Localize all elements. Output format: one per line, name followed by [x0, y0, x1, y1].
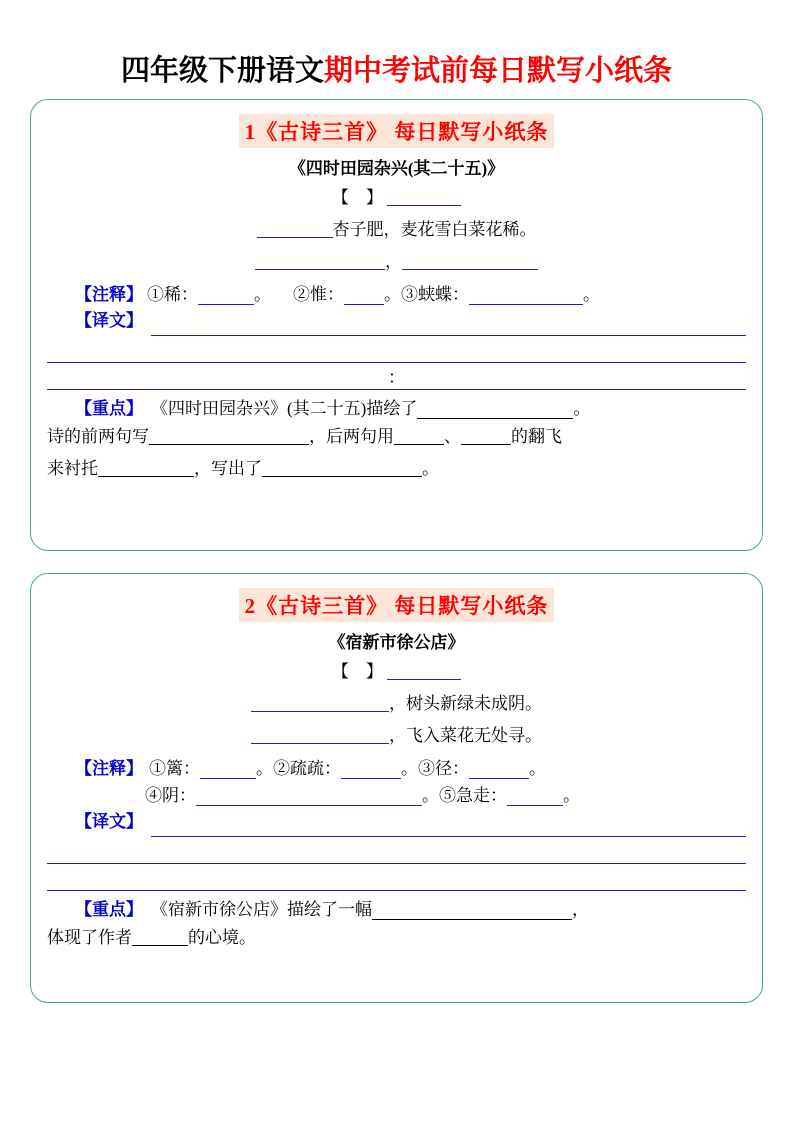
note-2-end: 。 [384, 285, 401, 305]
blank-field[interactable] [417, 401, 573, 419]
translation-label: 【译文】 [75, 311, 143, 331]
key-text-3: 诗的前两句写 [47, 427, 149, 447]
page-title [30, 54, 763, 89]
blank-field[interactable] [387, 188, 461, 206]
card-1-line-1 [47, 184, 746, 211]
key-text-3: 体现了作者 [47, 928, 132, 948]
note-4-term: ④阴： [145, 786, 196, 806]
page-title-red: 期中考试前每日默写小纸条 [324, 55, 673, 87]
blank-field[interactable] [47, 870, 746, 891]
blank-field[interactable] [200, 761, 256, 779]
key-label: 【重点】 [75, 900, 143, 920]
card-2-key-row [47, 895, 746, 920]
card-1-header [47, 114, 746, 148]
blank-field[interactable] [507, 788, 563, 806]
blank-field[interactable] [394, 427, 444, 445]
key-text-4: 的心境。 [188, 928, 256, 948]
key-text-2: 。 [573, 399, 591, 419]
translation-label: 【译文】 [75, 812, 143, 832]
card-1-key-row [47, 394, 746, 419]
blank-field[interactable] [461, 427, 511, 445]
blank-field[interactable] [132, 928, 188, 946]
worksheet-card-2 [30, 573, 763, 1003]
blank-field[interactable] [251, 694, 389, 712]
card-2-notes-row-2 [47, 781, 746, 806]
card-2-line-3-text: ，飞入菜花无处寻。 [389, 726, 542, 746]
card-2-translation-row [47, 808, 746, 837]
note-3-end: 。 [529, 759, 546, 779]
key-text-5: 、 [444, 427, 461, 447]
blank-field[interactable] [149, 427, 309, 445]
note-4-end: 。 [422, 786, 439, 806]
note-2-term: ②惟： [293, 285, 344, 305]
blank-field[interactable] [98, 459, 194, 477]
blank-field[interactable] [402, 252, 538, 270]
card-2-key-line-2 [47, 922, 746, 953]
blank-field[interactable] [255, 252, 385, 270]
blank-field[interactable] [151, 819, 746, 837]
worksheet-card-1 [30, 99, 763, 551]
card-1-notes-row [47, 280, 746, 305]
notes-label: 【注释】 [75, 759, 143, 779]
card-1-key-line-3 [47, 453, 746, 484]
note-1-end: 。 [254, 285, 271, 305]
key-text-1: 《宿新市徐公店》描绘了一幅 [151, 900, 372, 920]
card-2-notes-row-1 [47, 754, 746, 779]
card-2-line-1 [47, 658, 746, 685]
note-3-term: ③径： [418, 759, 469, 779]
key-text-2: ， [572, 900, 589, 920]
key-text-8: ，写出了 [194, 458, 262, 478]
card-1-header-text: 1《古诗三首》 每日默写小纸条 [239, 114, 555, 148]
notes-label: 【注释】 [75, 285, 143, 305]
blank-field[interactable] [469, 287, 583, 305]
note-1-term: ①稀： [147, 285, 198, 305]
key-text-9: 。 [422, 458, 439, 478]
blank-field[interactable] [196, 788, 422, 806]
card-1-line-3: ， [47, 248, 746, 275]
note-3-end: 。 [583, 285, 600, 305]
key-text-6: 的翻飞 [511, 427, 562, 447]
card-1-line-2 [47, 216, 746, 243]
key-text-4: ，后两句用 [309, 427, 394, 447]
blank-field[interactable] [151, 318, 746, 336]
blank-field[interactable] [262, 459, 422, 477]
card-1-line-2-text: 杏子肥，麦花雪白菜花稀。 [332, 219, 537, 239]
key-text-1: 《四时田园杂兴》(其二十五)描绘了 [151, 399, 418, 419]
blank-field[interactable] [344, 287, 384, 305]
page-title-black: 四年级下册语文 [120, 55, 324, 87]
blank-field[interactable] [257, 220, 333, 238]
card-2-line-2 [47, 690, 746, 717]
blank-field[interactable] [198, 287, 254, 305]
card-2-bracket: 【 】 [331, 661, 383, 681]
card-1-translation-row [47, 307, 746, 336]
key-text-7: 来衬托 [47, 458, 98, 478]
card-2-poem-title: 《宿新市徐公店》 [328, 632, 465, 652]
blank-field[interactable] [372, 902, 572, 920]
card-2-line-3 [47, 722, 746, 749]
blank-field[interactable] [47, 342, 746, 363]
note-5-end: 。 [563, 786, 580, 806]
blank-field[interactable] [47, 843, 746, 864]
note-1-end: 。 [256, 759, 273, 779]
card-1-colon-line: ： [47, 363, 746, 390]
card-2-header-text: 2《古诗三首》 每日默写小纸条 [239, 588, 555, 622]
card-1-key-line-2 [47, 421, 746, 452]
blank-field[interactable] [251, 726, 389, 744]
key-label: 【重点】 [75, 399, 143, 419]
note-5-term: ⑤急走： [439, 786, 507, 806]
note-2-term: ②疏疏： [273, 759, 341, 779]
blank-field[interactable] [341, 761, 401, 779]
note-1-term: ①篱： [149, 759, 200, 779]
card-2-line-2-text: ，树头新绿未成阴。 [389, 693, 542, 713]
card-2-header [47, 588, 746, 622]
card-1-poem-title: 《四时田园杂兴(其二十五)》 [288, 158, 505, 178]
note-3-term: ③蛱蝶： [401, 285, 469, 305]
blank-field[interactable] [387, 662, 461, 680]
note-2-end: 。 [401, 759, 418, 779]
card-1-bracket: 【 】 [331, 187, 383, 207]
blank-field[interactable] [469, 761, 529, 779]
